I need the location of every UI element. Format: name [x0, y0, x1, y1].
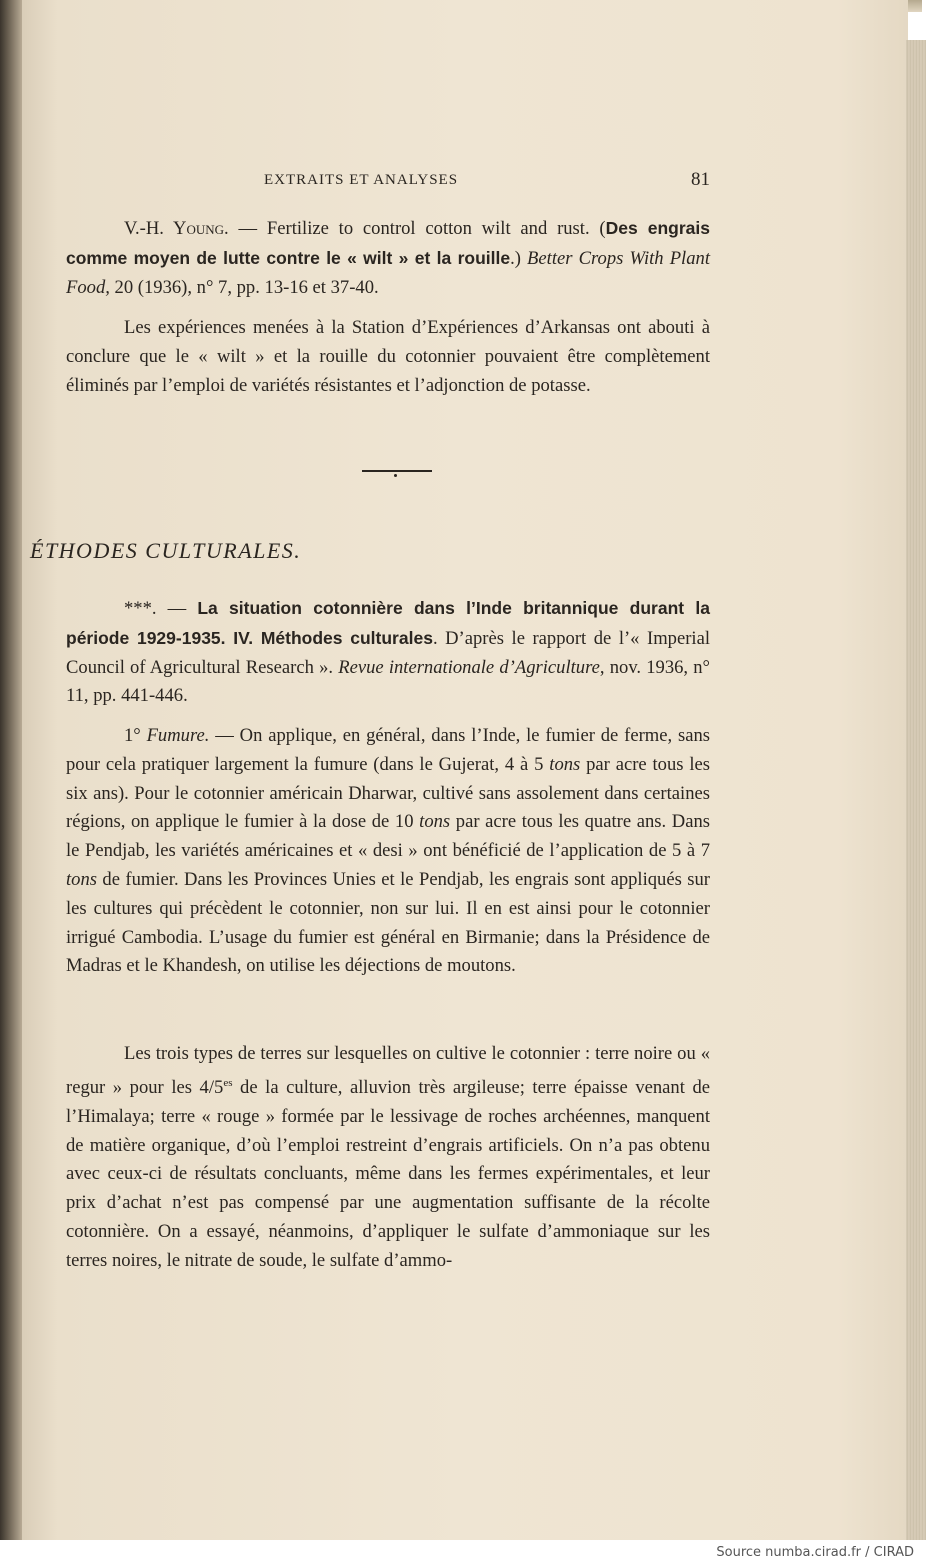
- article-1-summary: Les expériences menées à la Station d’Expériences d’Arkansas ont abouti à conclure que le « wilt » et la rouille du cotonnier pouvaient être complètement éliminés par l’emploi de variétés résistantes et l’adjonction de potasse.: [66, 317, 710, 396]
- separator-dot: [394, 474, 397, 477]
- journal-name: Better Crops With Plant Food,: [66, 247, 710, 298]
- paragraph-fumure: 1° Fumure. — On applique, en général, dans l’Inde, le fumier de ferme, sans pour cela pratiquer largement la fumure (dans le Gujerat, 4 à 5 tons par acre tous les six ans). Pour le cotonnier américain Dharwar, cultivé sans assolement dans certaines régions, on applique le fumier à la dose de 10 tons par acre tous les quatre ans. Dans le Pendjab, les variétés américaines et « desi » ont bénéficié de l’application de 5 à 7 tons de fumier. Dans les Provinces Unies et le Pendjab, les engrais sont appliqués sur les cultures qui précèdent le cotonnier, non sur lui. Il en est ainsi pour le cotonnier irrigué Cambodia. L’usage du fumier est général en Birmanie; dans la Présidence de Madras et le Khandesh, on utilise les déjections de moutons.: [66, 725, 710, 977]
- page-stack-edge: [906, 40, 926, 1540]
- journal-name: Revue internationale d’Agriculture: [338, 656, 600, 678]
- separator-rule: [362, 470, 432, 472]
- page-number: 81: [691, 169, 710, 190]
- french-title: Des engrais comme moyen de lutte contre le « wilt » et la rouille: [66, 218, 710, 268]
- book-spine-shadow: [0, 0, 22, 1540]
- section-title: ÉTHODES CULTURALES.: [30, 538, 302, 563]
- running-header: [264, 169, 710, 190]
- article-2-title: La situation cotonnière dans l’Inde britannique durant la période 1929-1935. IV. Méthodes culturales: [66, 598, 711, 648]
- running-title: EXTRAITS ET ANALYSES: [264, 172, 459, 188]
- source-credit: Source numba.cirad.fr / CIRAD: [716, 1545, 914, 1560]
- article-1-citation: V.-H. Young. — Fertilize to control cotton wilt and rust. (Des engrais comme moyen de lutte contre le « wilt » et la rouille.) Better Crops With Plant Food, 20 (1936), n° 7, pp. 13-16 et 37-40.: [66, 218, 710, 298]
- article-2-citation: ***. — La situation cotonnière dans l’Inde britannique durant la période 1929-1935. IV. Méthodes culturales. D’après le rapport de l’« Imperial Council of Agricultural Research ». Revue internationale d’Agriculture, nov. 1936, n° 11, pp. 441-446.: [66, 598, 711, 707]
- author: V.-H. Young.: [124, 218, 229, 239]
- paragraph-soils: Les trois types de terres sur lesquelles on cultive le cotonnier : terre noire ou « regur » pour les $4/5^{es}$ de la culture, alluvion très argileuse; terre épaisse venant de l’Himalaya; terre « rouge » formée par le lessivage de roches archéennes, manquent de matière organique, d’où l’emploi restreint d’engrais artificiels. On n’a pas obtenu avec ceux-ci de résultats concluants, même dans les fermes expérimentales, et leur prix d’achat n’est pas compensé par une augmentation suffisante de la récolte cotonnière. On a essayé, néanmoins, d’appliquer le sulfate d’ammoniaque sur les terres noires, le nitrate de soude, le sulfate d’ammo-: [66, 1043, 711, 1271]
